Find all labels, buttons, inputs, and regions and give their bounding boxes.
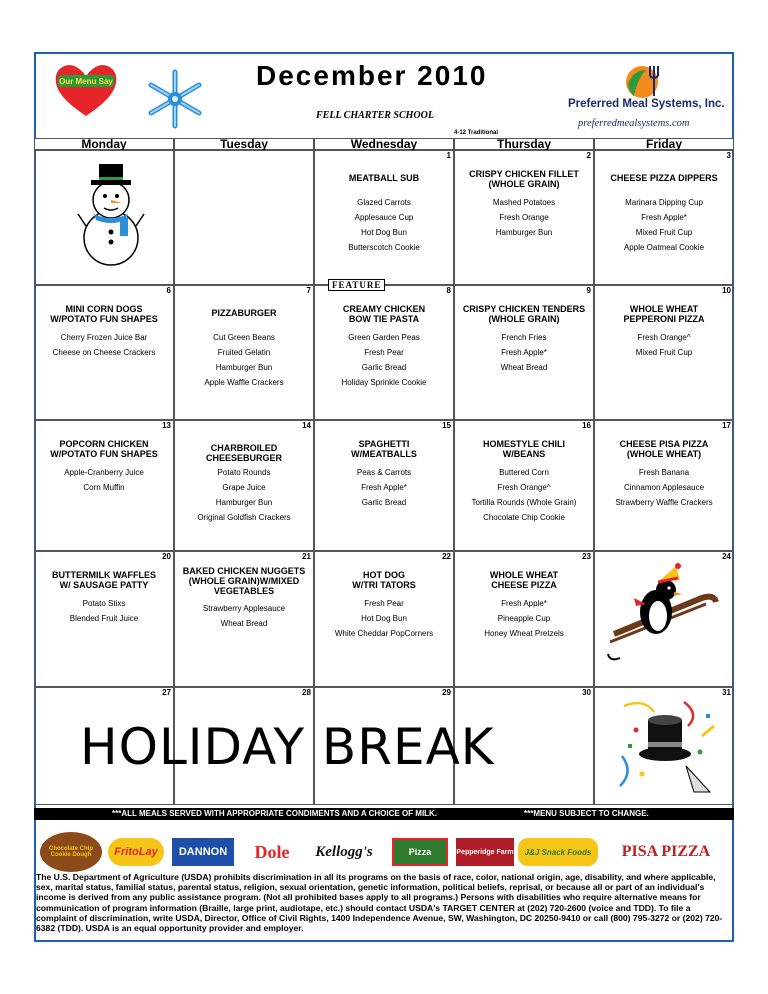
side-item: Holiday Sprinkle Cookie xyxy=(341,378,427,387)
side-item: Wheat Bread xyxy=(500,363,548,372)
day-number: 14 xyxy=(302,421,311,430)
side-item: Garlic Bread xyxy=(361,363,407,372)
side-item: Fresh Apple* xyxy=(501,348,547,357)
day-cell-thursday xyxy=(454,285,594,420)
new-year-hat-icon xyxy=(614,696,718,796)
side-item: White Cheddar PopCorners xyxy=(334,629,434,638)
company-name: Preferred Meal Systems, Inc. xyxy=(568,98,725,110)
brand-logo-jj-snack: J&J Snack Foods xyxy=(518,838,598,866)
side-item: Applesauce Cup xyxy=(354,213,414,222)
day-number: 31 xyxy=(722,688,731,697)
snowflake-icon xyxy=(144,68,206,130)
penguin-sled-icon xyxy=(606,562,726,666)
entree-title: CRISPY CHICKEN FILLET (WHOLE GRAIN) xyxy=(469,169,579,189)
side-item: Hamburger Bun xyxy=(495,228,553,237)
brand-logo-fritolay: FritoLay xyxy=(108,838,164,866)
side-item: Fresh Banana xyxy=(638,468,690,477)
side-item: Potato Stixs xyxy=(82,599,126,608)
entree-title: WHOLE WHEAT CHEESE PIZZA xyxy=(489,570,559,590)
heart-logo xyxy=(52,62,120,118)
brand-logo-pizza: Pizza xyxy=(392,838,448,866)
day-header-wednesday: Wednesday xyxy=(314,138,454,150)
side-item: Wheat Bread xyxy=(220,619,268,628)
side-item: Cinnamon Applesauce xyxy=(623,483,705,492)
entree-title: PIZZABURGER xyxy=(211,308,277,318)
day-number: 6 xyxy=(166,286,171,295)
brand-logo-pisa-pizza: PISA PIZZA xyxy=(621,843,711,860)
day-cell-friday xyxy=(594,420,734,551)
usda-disclaimer: The U.S. Department of Agriculture (USDA) prohibits discrimination in all its programs on the basis of race, color, national origin, age, disability, and where applicable, sex, marital status, familial status, parental status, religion, sexual orientation, genetic information, political beliefs, reprisal, or because all or part of an individual's income is derived from any public assistance program. (Not all prohibited bases apply to all programs.) Persons with disabilities who require alternative means for communication of program information (Braille, large print, audiotape, etc.) should contact USDA's TARGET CENTER at (202) 720-2600 (voice and TDD). To file a complaint of discrimination, write USDA, Director, Office of Civil Rights, 1400 Independence Avenue, SW, Washington, DC 20250-9410 or call (800) 795-3272 or (202) 720-6382 (TDD). USDA is an equal opportunity provider and employer. xyxy=(36,872,723,934)
side-item: Butterscotch Cookie xyxy=(348,243,420,252)
day-cell-monday xyxy=(34,551,174,687)
side-item: Apple-Cranberry Juice xyxy=(64,468,144,477)
brand-logo-dole: Dole xyxy=(254,841,290,862)
entree-title: SPAGHETTI W/MEATBALLS xyxy=(351,439,417,459)
entree-title: CHEESE PISA PIZZA (WHOLE WHEAT) xyxy=(619,439,709,459)
day-number: 20 xyxy=(162,552,171,561)
entree-title: HOT DOG W/TRI TATORS xyxy=(352,570,416,590)
side-item: Fresh Orange xyxy=(499,213,549,222)
day-number: 23 xyxy=(582,552,591,561)
change-note: ***MENU SUBJECT TO CHANGE. xyxy=(524,809,649,818)
day-number: 17 xyxy=(722,421,731,430)
side-item: Grape Juice xyxy=(222,483,266,492)
side-item: Fresh Orange^ xyxy=(497,483,551,492)
day-number: 22 xyxy=(442,552,451,561)
brand-logo-cookie: Chocolate Chip Cookie Dough xyxy=(40,832,102,872)
day-cell-wednesday xyxy=(314,150,454,285)
entree-title: CHARBROILED CHEESEBURGER xyxy=(205,443,282,463)
entree-title: HOMESTYLE CHILI W/BEANS xyxy=(482,439,565,459)
fork-knife-logo-icon xyxy=(624,62,664,100)
day-cell-friday xyxy=(594,150,734,285)
day-number: 15 xyxy=(442,421,451,430)
entree-title: CRISPY CHICKEN TENDERS (WHOLE GRAIN) xyxy=(462,304,586,324)
entree-title: MINI CORN DOGS W/POTATO FUN SHAPES xyxy=(50,304,158,324)
day-header-monday: Monday xyxy=(34,138,174,150)
day-number: 28 xyxy=(302,688,311,697)
heart-logo-text: Our Menu Say xyxy=(59,77,113,86)
day-cell-thursday xyxy=(454,150,594,285)
grade-label: 4-12 Traditional xyxy=(454,130,499,136)
day-header-tuesday: Tuesday xyxy=(174,138,314,150)
day-cell-tuesday xyxy=(174,551,314,687)
entree-title: POPCORN CHICKEN W/POTATO FUN SHAPES xyxy=(50,439,158,459)
side-item: Buttered Corn xyxy=(499,468,549,477)
milk-note: ***ALL MEALS SERVED WITH APPROPRIATE CONDIMENTS AND A CHOICE OF MILK. xyxy=(112,809,438,818)
day-cell-monday xyxy=(34,420,174,551)
side-item: Fresh Pear xyxy=(364,348,404,357)
side-item: Hamburger Bun xyxy=(215,498,273,507)
entree-title: MEATBALL SUB xyxy=(348,173,420,183)
day-number: 16 xyxy=(582,421,591,430)
side-item: Hamburger Bun xyxy=(215,363,273,372)
side-item: Mixed Fruit Cup xyxy=(635,348,693,357)
side-item: Fresh Pear xyxy=(364,599,404,608)
side-item: Fruited Gelatin xyxy=(217,348,271,357)
day-number: 2 xyxy=(586,151,591,160)
holiday-break-banner: HOLIDAY BREAK xyxy=(80,718,495,776)
page-title: December 2010 xyxy=(256,60,488,91)
day-number: 9 xyxy=(586,286,591,295)
side-item: Apple Waffle Crackers xyxy=(204,378,284,387)
day-number: 10 xyxy=(722,286,731,295)
side-item: Green Garden Peas xyxy=(348,333,420,342)
side-item: Fresh Orange^ xyxy=(637,333,691,342)
day-number: 21 xyxy=(302,552,311,561)
side-item: Mashed Potatoes xyxy=(492,198,556,207)
brand-logo-kelloggs: Kellogg's xyxy=(315,843,373,860)
side-item: Cheese on Cheese Crackers xyxy=(52,348,156,357)
day-cell-wednesday xyxy=(314,285,454,420)
side-item: Hot Dog Bun xyxy=(361,614,407,623)
side-item: Apple Oatmeal Cookie xyxy=(623,243,705,252)
side-item: Strawberry Waffle Crackers xyxy=(615,498,713,507)
day-number: 27 xyxy=(162,688,171,697)
side-item: Hot Dog Bun xyxy=(361,228,407,237)
day-cell-monday xyxy=(34,285,174,420)
side-item: Original Goldfish Crackers xyxy=(197,513,291,522)
day-number: 8 xyxy=(446,286,451,295)
day-cell-thursday xyxy=(454,420,594,551)
day-cell-thursday xyxy=(454,551,594,687)
day-cell-wednesday xyxy=(314,551,454,687)
entree-title: BUTTERMILK WAFFLES W/ SAUSAGE PATTY xyxy=(52,570,156,590)
day-number: 1 xyxy=(446,151,451,160)
day-number: 7 xyxy=(306,286,311,295)
snowman-icon xyxy=(76,160,146,268)
entree-title: WHOLE WHEAT PEPPERONI PIZZA xyxy=(623,304,705,324)
company-url: preferredmealsystems.com xyxy=(578,118,690,129)
side-item: Cherry Frozen Juice Bar xyxy=(60,333,148,342)
feature-banner: FEATURE xyxy=(328,279,385,291)
day-header-thursday: Thursday xyxy=(454,138,594,150)
day-number: 24 xyxy=(722,552,731,561)
day-cell-tuesday xyxy=(174,150,314,285)
brand-logo-dannon: DANNON xyxy=(172,838,234,866)
side-item: Garlic Bread xyxy=(361,498,407,507)
side-item: Pineapple Cup xyxy=(497,614,551,623)
side-item: Mixed Fruit Cup xyxy=(635,228,693,237)
day-number: 3 xyxy=(726,151,731,160)
side-item: Potato Rounds xyxy=(217,468,271,477)
day-number: 13 xyxy=(162,421,171,430)
day-cell-tuesday xyxy=(174,420,314,551)
side-item: Fresh Apple* xyxy=(501,599,547,608)
entree-title: BAKED CHICKEN NUGGETS (WHOLE GRAIN)W/MIXED VEGETABLES xyxy=(182,566,306,596)
footer-note-bar xyxy=(34,808,734,820)
side-item: Strawberry Applesauce xyxy=(202,604,286,613)
side-item: Chocolate Chip Cookie xyxy=(483,513,565,522)
day-number: 30 xyxy=(582,688,591,697)
side-item: French Fries xyxy=(501,333,547,342)
entree-title: CREAMY CHICKEN BOW TIE PASTA xyxy=(342,304,426,324)
side-item: Corn Muffin xyxy=(83,483,125,492)
side-item: Tortilla Rounds (Whole Grain) xyxy=(471,498,577,507)
side-item: Glazed Carrots xyxy=(357,198,411,207)
side-item: Fresh Apple* xyxy=(641,213,687,222)
side-item: Cut Green Beans xyxy=(213,333,275,342)
day-cell-friday xyxy=(594,285,734,420)
day-cell-wednesday xyxy=(314,420,454,551)
side-item: Peas & Carrots xyxy=(356,468,412,477)
side-item: Marinara Dipping Cup xyxy=(625,198,703,207)
school-name: FELL CHARTER SCHOOL xyxy=(316,110,434,121)
day-header-friday: Friday xyxy=(594,138,734,150)
brand-logo-pepperidge-farm: Pepperidge Farm xyxy=(456,838,514,866)
side-item: Honey Wheat Pretzels xyxy=(484,629,564,638)
day-number: 29 xyxy=(442,688,451,697)
entree-title: CHEESE PIZZA DIPPERS xyxy=(610,173,718,183)
day-cell-tuesday xyxy=(174,285,314,420)
side-item: Fresh Apple* xyxy=(361,483,407,492)
side-item: Blended Fruit Juice xyxy=(69,614,139,623)
